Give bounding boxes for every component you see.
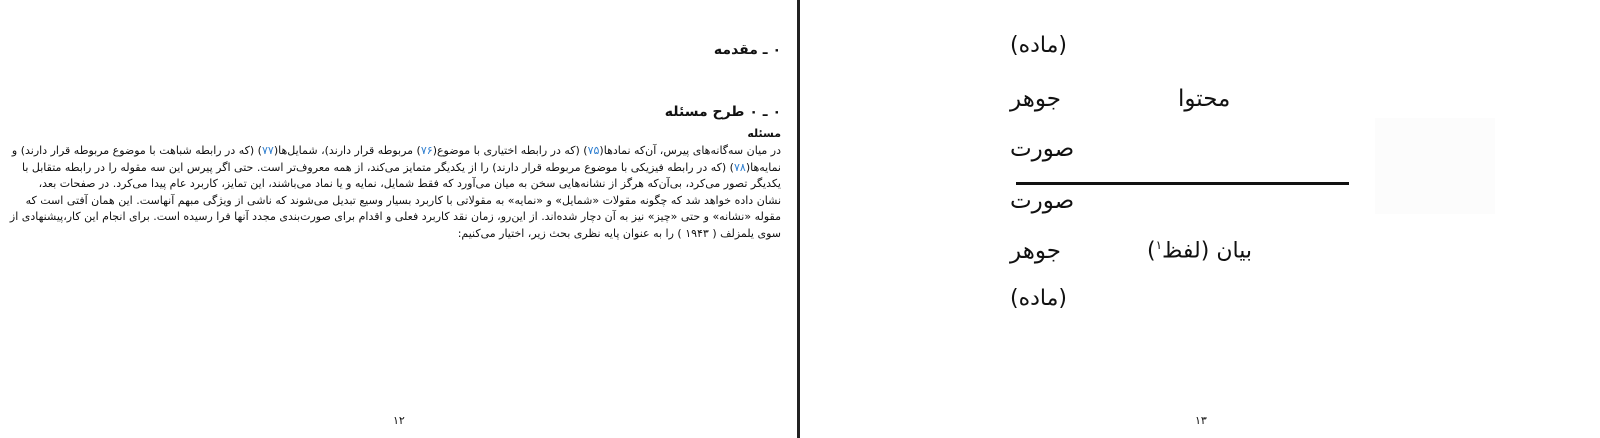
footnote-reference-link[interactable]: ۷۵ bbox=[587, 144, 600, 157]
diagram-form-top: صورت bbox=[1010, 136, 1075, 162]
body-text-segment: ) (که در رابطه اختیاری با موضوع( bbox=[432, 144, 588, 157]
expression-footnote-marker[interactable]: ۱ bbox=[1155, 238, 1163, 252]
section-heading-problem-statement: ۰ ـ ۰ طرح مسئله bbox=[664, 104, 781, 120]
body-text-segment: در میان سه‌گانه‌های پیرس، آن‌که نمادها( bbox=[599, 144, 781, 157]
diagram-substance-top: جوهر bbox=[1010, 86, 1061, 112]
body-text-segment: سوی یلمزلف ( ۱۹۴۳ ) را به عنوان پایه نظری بحث زیر، اختیار می‌کنیم: bbox=[457, 226, 781, 240]
page-number-left: ۱۲ bbox=[393, 414, 405, 427]
body-line bbox=[9, 209, 781, 226]
body-text-segment: ) (که در رابطه شباهت با موضوع مربوطه قرار دارند) و bbox=[11, 144, 262, 157]
body-line bbox=[9, 193, 781, 210]
body-line bbox=[9, 176, 781, 193]
body-text-segment: ) مربوطه قرار دارند)، شمایل‌ها( bbox=[273, 144, 421, 157]
body-line bbox=[9, 226, 781, 243]
diagram-matter-top: (ماده) bbox=[1010, 33, 1067, 58]
diagram-divider-line bbox=[1016, 182, 1349, 185]
diagram-expression-label bbox=[1147, 238, 1252, 263]
right-page bbox=[800, 0, 1600, 438]
page-number-right: ۱۳ bbox=[1195, 414, 1207, 427]
body-text-segment: نشان داده خواهد شد که چگونه مقولات «شمایل» و «نمایه» به مقولاتی با کاربرد بسیار وسیع تبدیل می‌شوند که ناشی از ویژگی مبهم آنهاست. این همان آفتی است که bbox=[25, 193, 781, 207]
footnote-reference-link[interactable]: ۷۷ bbox=[261, 144, 274, 157]
footnote-reference-link[interactable]: ۷۶ bbox=[420, 144, 433, 157]
diagram-content-label: محتوا bbox=[1178, 86, 1231, 112]
body-line bbox=[9, 143, 781, 160]
body-line bbox=[9, 160, 781, 177]
faint-scan-artifact bbox=[1375, 118, 1495, 214]
footnote-reference-link[interactable]: ۷۸ bbox=[733, 160, 746, 174]
diagram-form-bottom: صورت bbox=[1010, 188, 1075, 214]
body-text-segment: ) (که در رابطه فیزیکی با موضوع مربوطه قرار دارند) را از یکدیگر متمایز می‌کند، از همه معروف‌تر است. حتی اگر پیرس این سه مقوله را در رابطه متقابل با bbox=[21, 160, 734, 174]
subheading-problem: مسئله bbox=[747, 127, 781, 140]
expression-close: ) bbox=[1147, 238, 1156, 264]
diagram-substance-bottom: جوهر bbox=[1010, 238, 1061, 264]
body-text-segment: نمایه‌ها( bbox=[745, 160, 781, 174]
body-paragraph bbox=[9, 143, 781, 243]
diagram-matter-bottom: (ماده) bbox=[1010, 286, 1067, 311]
body-text-segment: مقوله «نشانه» و حتی «چیز» نیز به آن دچار شده‌اند. از این‌رو، زمان نقد کاربرد فعلی و اقدام برای صورت‌بندی مجدد آنها فرا رسیده است. برای انجام این کار،پیشنهادی از bbox=[9, 210, 781, 224]
section-heading-introduction: ۰ ـ مقدمه bbox=[713, 42, 781, 58]
body-text-segment: یکدیگر تصور می‌کرد، بی‌آن‌که هرگز از نشانه‌هایی سخن به میان می‌آورد که فقط شمایل، نمایه و یا نماد می‌باشند، این تمایز، کاربرد عام پیدا می‌کرد. در صفحات بعد، bbox=[38, 177, 781, 191]
expression-text: بیان (لفظ bbox=[1162, 238, 1252, 264]
